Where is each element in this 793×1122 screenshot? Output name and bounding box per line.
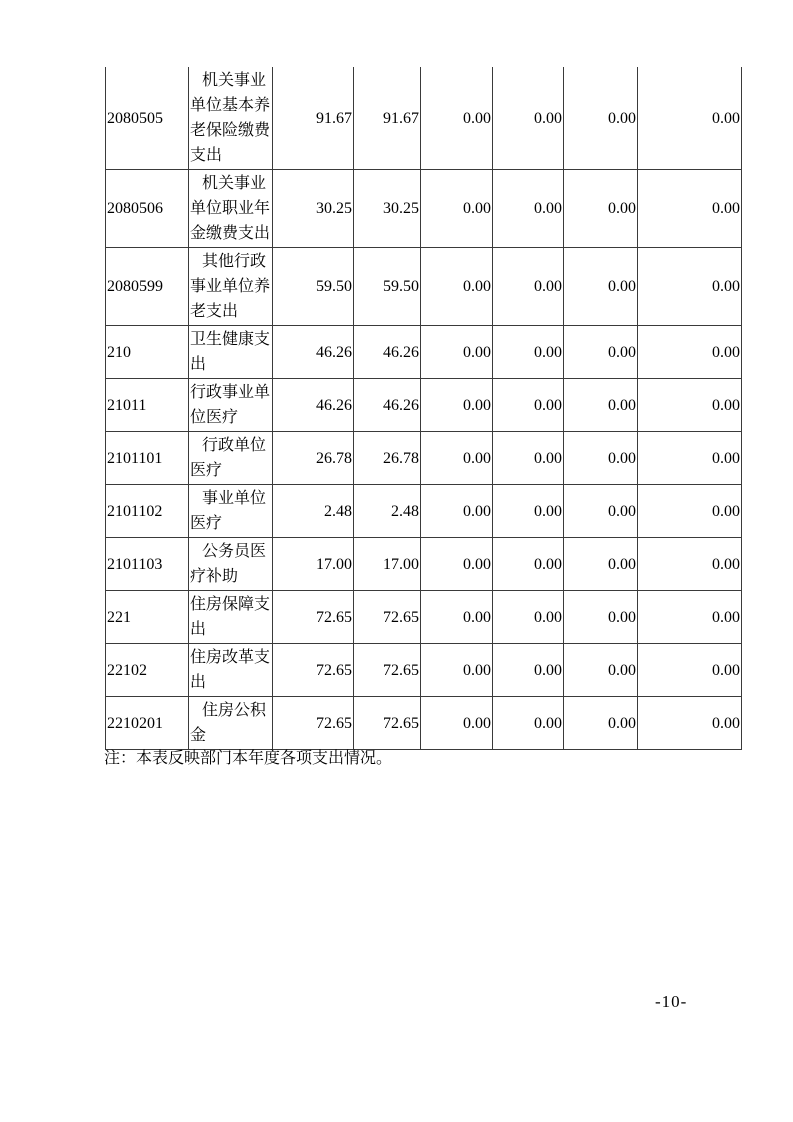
table-row: [106, 248, 742, 326]
value-cell: 0.00: [493, 697, 564, 750]
value-cell: 59.50: [273, 248, 354, 326]
value-cell: 26.78: [273, 432, 354, 485]
value-cell: 0.00: [564, 485, 638, 538]
value-cell: 0.00: [564, 697, 638, 750]
value-cell: 0.00: [638, 432, 742, 485]
value-cell: 0.00: [564, 432, 638, 485]
value-cell: 0.00: [564, 248, 638, 326]
value-cell: 0.00: [638, 248, 742, 326]
value-cell: 0.00: [493, 485, 564, 538]
value-cell: 0.00: [638, 326, 742, 379]
table-row: [106, 326, 742, 379]
value-cell: 0.00: [638, 67, 742, 170]
name-cell: 机关事业单位职业年金缴费支出: [189, 170, 273, 248]
table-row: [106, 170, 742, 248]
value-cell: 0.00: [493, 326, 564, 379]
value-cell: 72.65: [273, 697, 354, 750]
value-cell: 46.26: [273, 379, 354, 432]
name-cell: 住房公积金: [189, 697, 273, 750]
value-cell: 0.00: [638, 379, 742, 432]
value-cell: 0.00: [493, 170, 564, 248]
table-row: [106, 644, 742, 697]
value-cell: 0.00: [564, 67, 638, 170]
value-cell: 0.00: [564, 591, 638, 644]
value-cell: 72.65: [354, 697, 421, 750]
name-cell: 卫生健康支出: [189, 326, 273, 379]
value-cell: 72.65: [273, 591, 354, 644]
code-cell: 21011: [106, 379, 189, 432]
page-number: -10-: [655, 992, 688, 1011]
value-cell: 2.48: [354, 485, 421, 538]
value-cell: 0.00: [493, 67, 564, 170]
name-cell: 住房保障支出: [189, 591, 273, 644]
value-cell: 72.65: [273, 644, 354, 697]
code-cell: 2080506: [106, 170, 189, 248]
value-cell: 0.00: [493, 591, 564, 644]
value-cell: 0.00: [638, 591, 742, 644]
name-cell: 其他行政事业单位养老支出: [189, 248, 273, 326]
value-cell: 0.00: [638, 485, 742, 538]
code-cell: 2101101: [106, 432, 189, 485]
value-cell: 0.00: [638, 538, 742, 591]
code-cell: 22102: [106, 644, 189, 697]
table-row: [106, 538, 742, 591]
value-cell: 0.00: [564, 326, 638, 379]
name-cell: 事业单位医疗: [189, 485, 273, 538]
code-cell: 2210201: [106, 697, 189, 750]
value-cell: 0.00: [493, 248, 564, 326]
code-cell: 2101103: [106, 538, 189, 591]
value-cell: 46.26: [354, 326, 421, 379]
value-cell: 0.00: [421, 538, 493, 591]
table-row: [106, 379, 742, 432]
value-cell: 0.00: [421, 326, 493, 379]
expenditure-table-body: [106, 67, 742, 750]
value-cell: 0.00: [564, 379, 638, 432]
value-cell: 30.25: [354, 170, 421, 248]
value-cell: 0.00: [493, 379, 564, 432]
code-cell: 221: [106, 591, 189, 644]
value-cell: 0.00: [421, 485, 493, 538]
value-cell: 0.00: [564, 538, 638, 591]
name-cell: 行政事业单位医疗: [189, 379, 273, 432]
name-cell: 公务员医疗补助: [189, 538, 273, 591]
value-cell: 2.48: [273, 485, 354, 538]
value-cell: 0.00: [493, 432, 564, 485]
value-cell: 0.00: [421, 432, 493, 485]
value-cell: 30.25: [273, 170, 354, 248]
value-cell: 72.65: [354, 644, 421, 697]
expenditure-table: [105, 67, 742, 750]
value-cell: 0.00: [638, 644, 742, 697]
value-cell: 91.67: [273, 67, 354, 170]
code-cell: 2080505: [106, 67, 189, 170]
value-cell: 0.00: [638, 697, 742, 750]
table-footnote: 注：本表反映部门本年度各项支出情况。: [104, 750, 393, 767]
table-row: [106, 591, 742, 644]
value-cell: 59.50: [354, 248, 421, 326]
value-cell: 0.00: [421, 379, 493, 432]
value-cell: 0.00: [421, 697, 493, 750]
value-cell: 0.00: [421, 170, 493, 248]
value-cell: 0.00: [638, 170, 742, 248]
value-cell: 26.78: [354, 432, 421, 485]
table-row: [106, 67, 742, 170]
table-row: [106, 485, 742, 538]
table-row: [106, 697, 742, 750]
value-cell: 46.26: [354, 379, 421, 432]
value-cell: 0.00: [493, 644, 564, 697]
value-cell: 46.26: [273, 326, 354, 379]
value-cell: 0.00: [493, 538, 564, 591]
value-cell: 17.00: [273, 538, 354, 591]
table-row: [106, 432, 742, 485]
value-cell: 17.00: [354, 538, 421, 591]
value-cell: 72.65: [354, 591, 421, 644]
code-cell: 2101102: [106, 485, 189, 538]
name-cell: 住房改革支出: [189, 644, 273, 697]
value-cell: 0.00: [564, 170, 638, 248]
code-cell: 2080599: [106, 248, 189, 326]
code-cell: 210: [106, 326, 189, 379]
name-cell: 机关事业单位基本养老保险缴费支出: [189, 67, 273, 170]
value-cell: 0.00: [421, 248, 493, 326]
name-cell: 行政单位医疗: [189, 432, 273, 485]
value-cell: 91.67: [354, 67, 421, 170]
value-cell: 0.00: [421, 67, 493, 170]
value-cell: 0.00: [421, 644, 493, 697]
value-cell: 0.00: [564, 644, 638, 697]
value-cell: 0.00: [421, 591, 493, 644]
